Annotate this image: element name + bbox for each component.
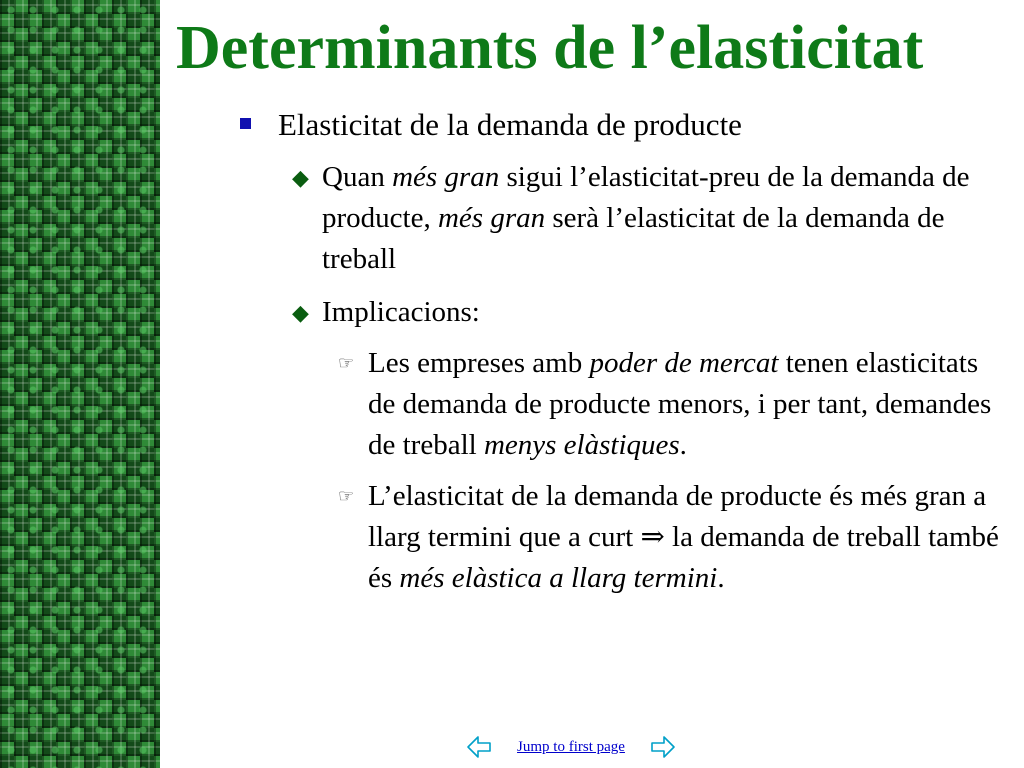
point-1-text: Quan més gran sigui l’elasticitat-preu de la demanda de producte, més gran serà l’elasticitat de la demanda de treball xyxy=(322,161,970,275)
diamond-bullet-icon: ◆ xyxy=(292,165,309,190)
sub-point-2-text: L’elasticitat de la demanda de producte és més gran a llarg termini que a curt ⇒ la demanda de treball també és més elàstica a llarg termini. xyxy=(368,480,999,594)
jump-to-first-page-link[interactable]: Jump to first page xyxy=(517,738,625,755)
pointing-hand-icon: ☞ xyxy=(338,486,355,506)
sub-point-1-text: Les empreses amb poder de mercat tenen elasticitats de demanda de producte menors, i per tant, demandes de treball menys elàstiques. xyxy=(368,347,992,461)
point-1 xyxy=(292,157,1000,280)
main-bullet-text: Elasticitat de la demanda de producte xyxy=(278,107,742,142)
pointing-hand-icon: ☞ xyxy=(338,353,355,373)
sub-point-2 xyxy=(338,476,1000,599)
implies-arrow: ⇒ xyxy=(640,521,665,553)
sub-point-1 xyxy=(338,343,1000,466)
diamond-bullet-icon: ◆ xyxy=(292,300,309,325)
point-2 xyxy=(292,292,1000,333)
slide-title: Determinants de l’elasticitat xyxy=(176,14,924,82)
arrow-left-outline-icon[interactable] xyxy=(466,734,492,760)
decorative-side-band xyxy=(0,0,160,768)
slide-content xyxy=(240,104,1000,599)
slide-navigation xyxy=(466,732,676,762)
arrow-right-outline-icon[interactable] xyxy=(650,734,676,760)
main-bullet-item xyxy=(240,104,1000,145)
square-bullet-icon xyxy=(240,118,251,129)
point-2-text: Implicacions: xyxy=(322,296,480,328)
